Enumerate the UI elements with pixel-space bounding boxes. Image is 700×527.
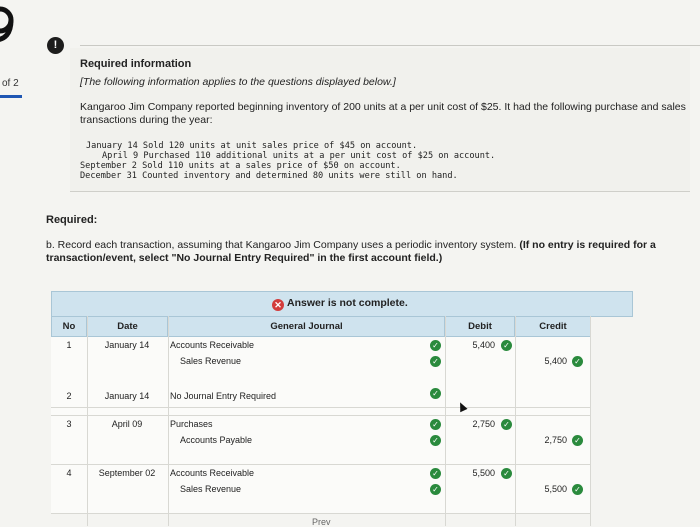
debit-field[interactable]: 5,400 xyxy=(472,340,495,350)
entry-number: 3 xyxy=(66,419,72,429)
table-row xyxy=(51,481,591,498)
table-row xyxy=(51,408,591,416)
progress-indicator xyxy=(0,95,22,98)
answer-status-banner xyxy=(51,291,633,317)
check-icon: ✓ xyxy=(572,484,583,495)
check-icon: ✓ xyxy=(501,340,512,351)
account-field[interactable]: Sales Revenue xyxy=(180,356,242,366)
entry-number: 2 xyxy=(66,391,72,401)
debit-field[interactable] xyxy=(445,481,515,497)
debit-field[interactable]: 2,750 xyxy=(472,419,495,429)
prev-button[interactable]: Prev xyxy=(312,517,331,527)
check-icon: ✓ xyxy=(501,419,512,430)
date-select[interactable]: September 02 xyxy=(98,468,156,478)
table-row xyxy=(51,432,591,449)
account-field[interactable]: Accounts Payable xyxy=(180,435,253,445)
check-icon: ✓ xyxy=(501,468,512,479)
account-field[interactable]: No Journal Entry Required xyxy=(170,391,277,401)
column-divider xyxy=(445,316,446,526)
account-field[interactable]: Accounts Receivable xyxy=(170,340,255,350)
transaction-line: January 14 Sold 120 units at unit sales price of $45 on account. xyxy=(86,141,418,151)
debit-field[interactable]: 5,500 xyxy=(472,468,495,478)
info-title: Required information xyxy=(80,58,192,70)
date-select[interactable]: April 09 xyxy=(111,419,143,429)
table-row xyxy=(51,497,591,514)
credit-field[interactable]: 2,750 xyxy=(544,435,567,445)
credit-field[interactable]: 5,400 xyxy=(544,356,567,366)
header-credit: Credit xyxy=(515,316,591,337)
transaction-line: September 2 Sold 110 units at a sales price of $50 on account. xyxy=(80,161,401,171)
table-row xyxy=(51,353,591,370)
header-debit: Debit xyxy=(445,316,515,337)
check-icon: ✓ xyxy=(430,388,441,399)
credit-field[interactable] xyxy=(515,465,587,481)
instruction-prefix: b. Record each transaction, assuming that Kangaroo Jim Company uses a periodic inventory system. xyxy=(46,239,517,251)
header-general-journal: General Journal xyxy=(168,316,445,337)
page-indicator: of 2 xyxy=(2,78,19,89)
transaction-line: December 31 Counted inventory and determined 80 units were still on hand. xyxy=(80,171,458,181)
check-icon: ✓ xyxy=(430,340,441,351)
check-icon: ✓ xyxy=(430,419,441,430)
instruction-text xyxy=(46,239,691,265)
debit-field[interactable] xyxy=(445,353,515,369)
debit-field[interactable] xyxy=(445,432,515,448)
check-icon: ✓ xyxy=(572,435,583,446)
column-divider xyxy=(515,316,516,526)
entry-number: 1 xyxy=(66,340,72,350)
account-field[interactable]: Sales Revenue xyxy=(180,484,242,494)
column-divider xyxy=(590,316,591,526)
info-body: Kangaroo Jim Company reported beginning inventory of 200 units at a per unit cost of $25. It had the following purchase and sales transactions during the year: xyxy=(80,101,686,126)
date-select[interactable]: January 14 xyxy=(104,340,150,350)
check-icon: ✓ xyxy=(430,468,441,479)
column-divider xyxy=(168,316,169,526)
date-select[interactable]: January 14 xyxy=(104,391,150,401)
status-message xyxy=(272,297,408,311)
column-divider xyxy=(87,316,88,526)
credit-field[interactable] xyxy=(515,337,587,353)
account-field[interactable]: Purchases xyxy=(170,419,213,429)
info-note: [The following information applies to the questions displayed below.] xyxy=(80,76,396,88)
check-icon: ✓ xyxy=(430,435,441,446)
check-icon: ✓ xyxy=(572,356,583,367)
bottom-navigation xyxy=(300,514,500,526)
check-icon: ✓ xyxy=(430,484,441,495)
entry-number: 4 xyxy=(66,468,72,478)
table-row xyxy=(51,369,591,386)
required-label: Required: xyxy=(46,214,98,226)
credit-field[interactable] xyxy=(515,416,587,432)
error-x-icon: ✕ xyxy=(272,299,284,311)
transaction-line: April 9 Purchased 110 additional units at a per unit cost of $25 on account. xyxy=(102,151,496,161)
alert-icon: ! xyxy=(47,37,64,54)
credit-field[interactable]: 5,500 xyxy=(544,484,567,494)
header-no: No xyxy=(51,316,87,337)
account-field[interactable]: Accounts Receivable xyxy=(170,468,255,478)
check-icon: ✓ xyxy=(430,356,441,367)
status-text: Answer is not complete. xyxy=(287,297,408,309)
divider xyxy=(80,45,700,46)
table-row xyxy=(51,385,591,408)
instruction-bold: (If no entry is required for a transaction/event, select "No Journal Entry Required" in the first account field.) xyxy=(46,239,656,264)
table-row xyxy=(51,448,591,465)
logo-icon xyxy=(0,4,20,44)
header-date: Date xyxy=(87,316,168,337)
